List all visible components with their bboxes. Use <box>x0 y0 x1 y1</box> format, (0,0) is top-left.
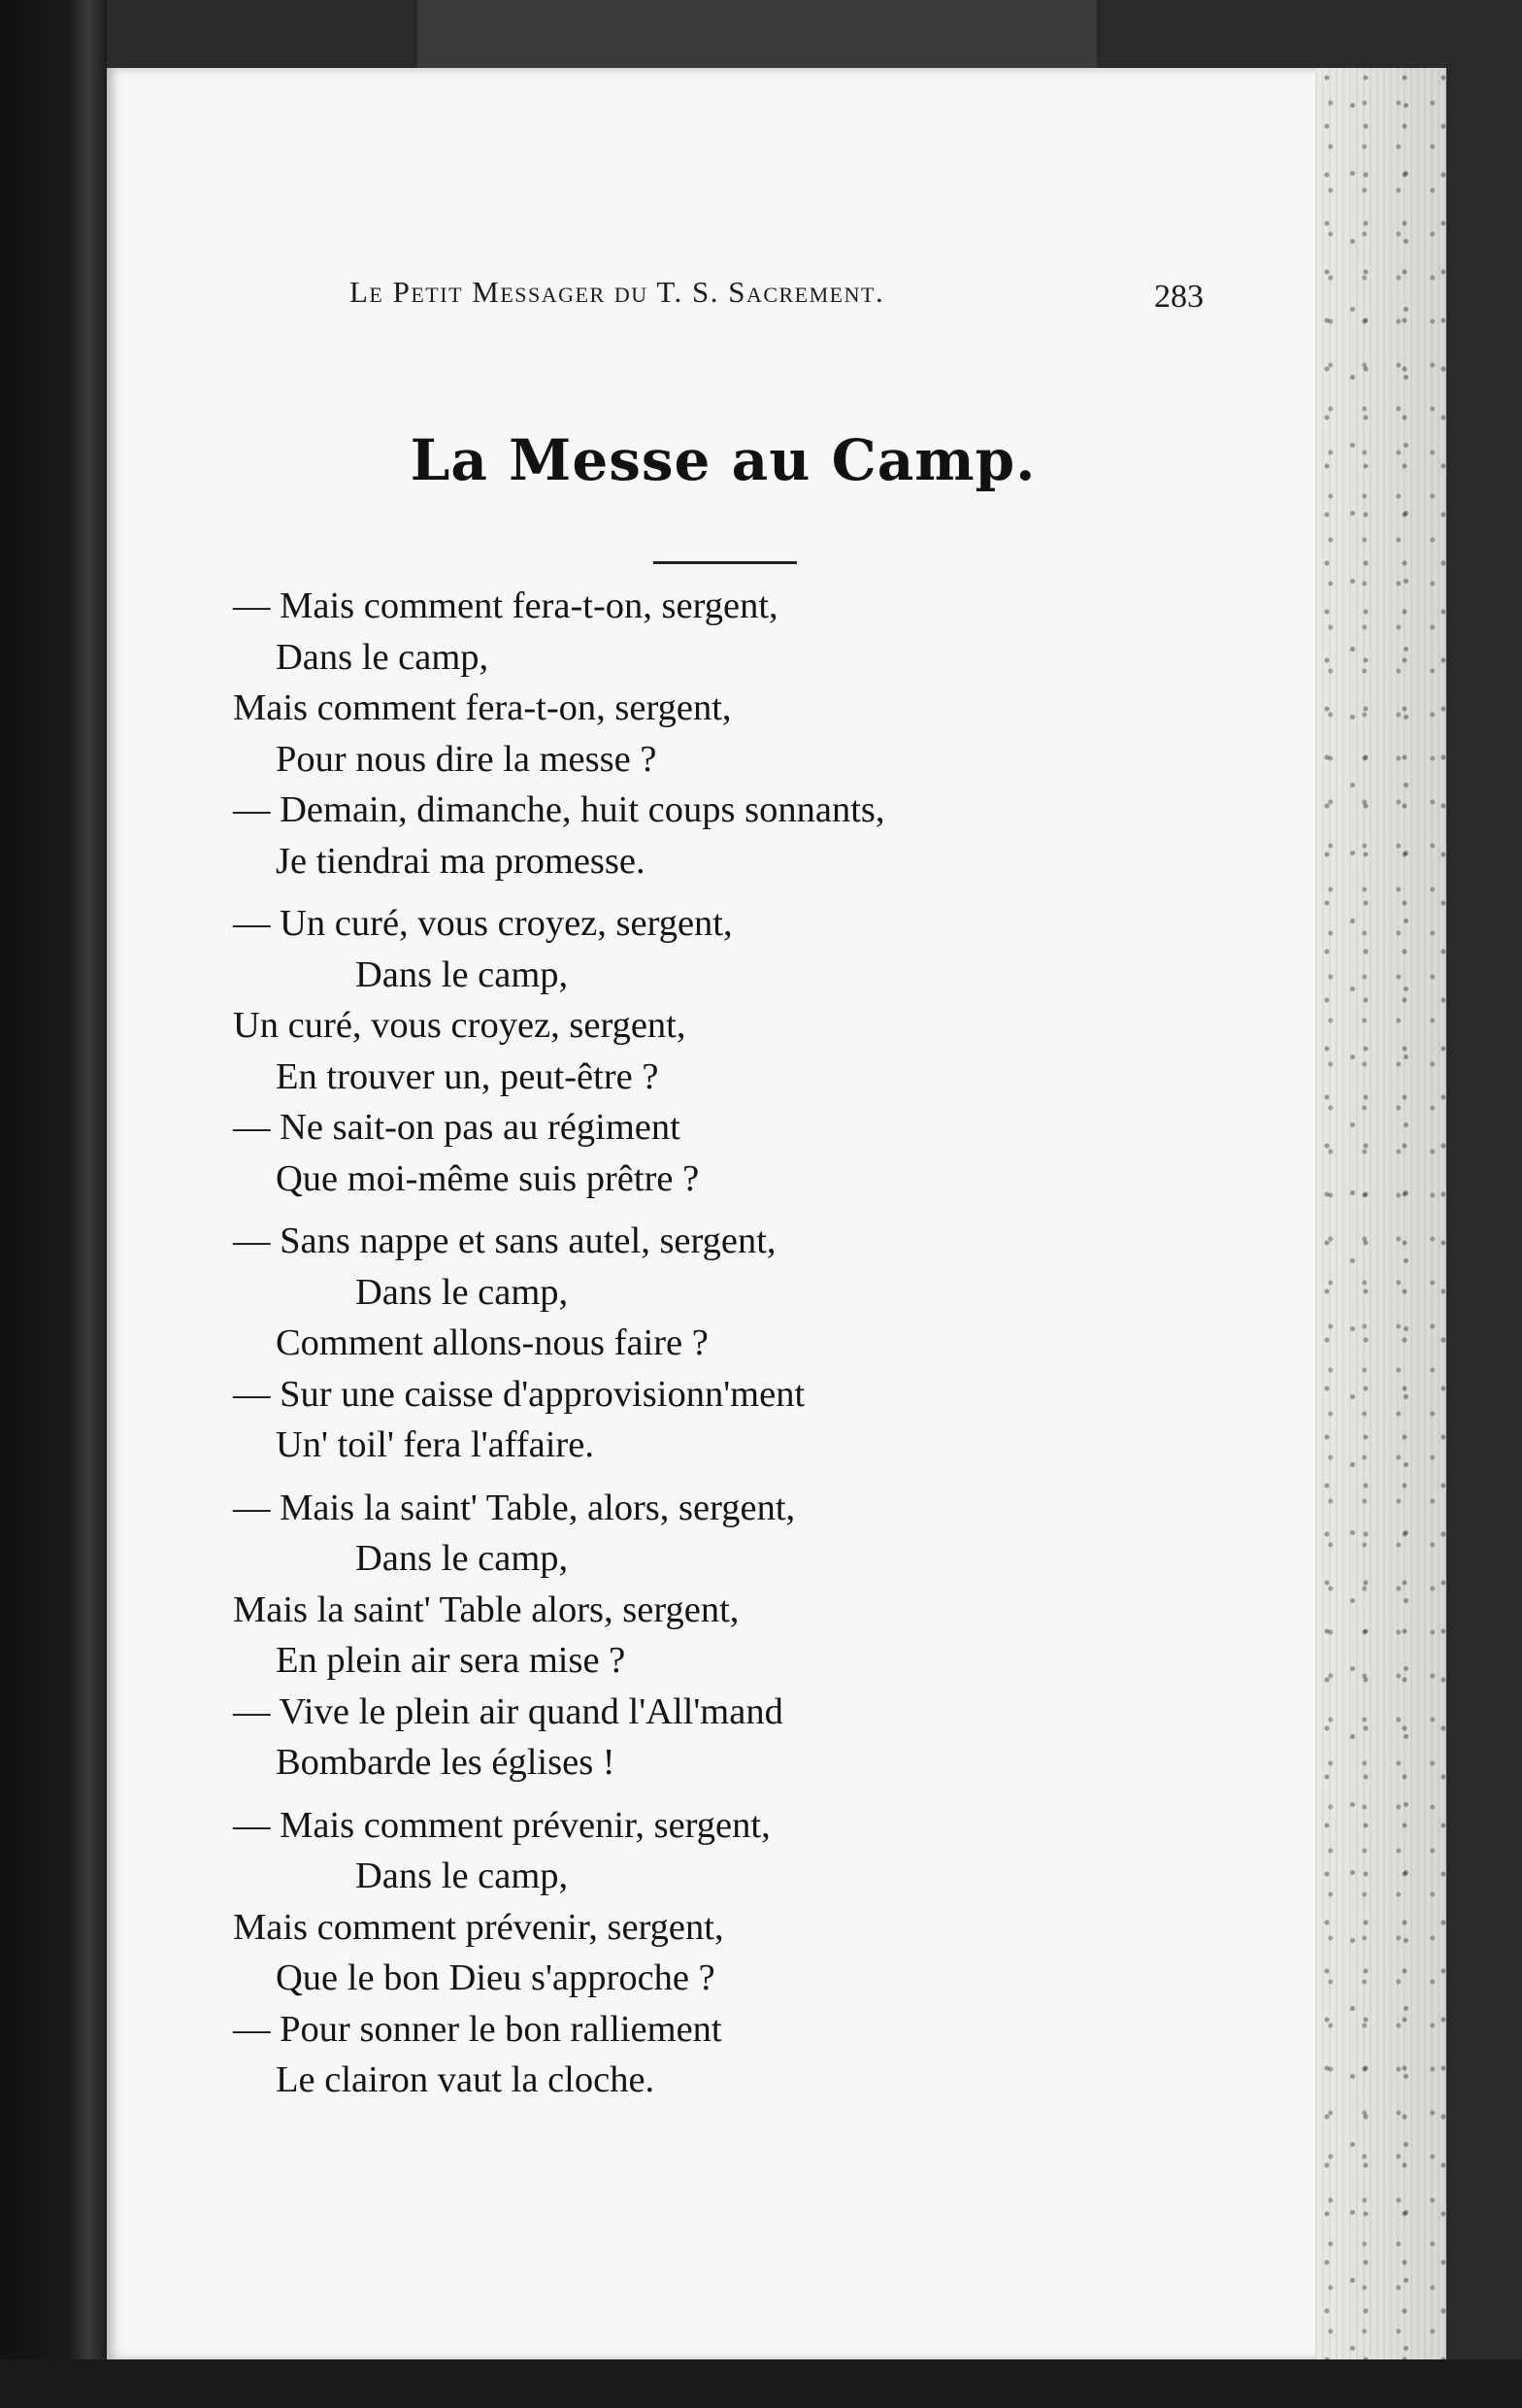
poem-line: Dans le camp, <box>355 1538 569 1579</box>
poem-line: Que moi-même suis prêtre ? <box>276 1157 700 1199</box>
poem-line: — Sans nappe et sans autel, sergent, <box>233 1221 777 1261</box>
poem-line: Pour nous dire la messe ? <box>276 738 657 780</box>
running-head: Le Petit Messager du T. S. Sacrement. <box>349 275 885 309</box>
poem-line: Que le bon Dieu s'approche ? <box>276 1957 715 1998</box>
poem-line: — Pour sonner le bon ralliement <box>233 2008 722 2050</box>
poem-line: Dans le camp, <box>355 953 569 995</box>
poem-line: Mais comment fera-t-on, sergent, <box>233 687 732 728</box>
stanza <box>233 1483 1068 1789</box>
poem-line: — Mais comment prévenir, sergent, <box>233 1804 771 1846</box>
poem-line: Mais comment prévenir, sergent, <box>233 1906 724 1948</box>
scan-background-left <box>0 0 107 2408</box>
poem-line: Comment allons-nous faire ? <box>276 1322 709 1363</box>
poem-line: — Mais la saint' Table, alors, sergent, <box>233 1487 796 1528</box>
poem-line: Je tiendrai ma promesse. <box>276 840 645 882</box>
title-rule <box>653 561 797 564</box>
scan-background-bottom <box>0 2359 1522 2408</box>
stanza <box>233 898 1068 1204</box>
poem-title: La Messe au Camp. <box>410 427 1037 493</box>
poem-line: Dans le camp, <box>276 636 489 678</box>
poem-line: Dans le camp, <box>355 1271 569 1313</box>
poem-line: — Vive le plein air quand l'All'mand <box>233 1690 783 1732</box>
page-edge <box>1315 68 1446 2359</box>
poem-line: Mais la saint' Table alors, sergent, <box>233 1589 740 1630</box>
stanza <box>233 1216 1068 1471</box>
poem-line: Un' toil' fera l'affaire. <box>276 1424 594 1465</box>
poem-line: Dans le camp, <box>355 1856 569 1896</box>
poem-line: Le clairon vaut la cloche. <box>276 2059 655 2100</box>
poem-line: — Un curé, vous croyez, sergent, <box>233 903 733 944</box>
stanza <box>233 581 1068 886</box>
poem-line: Bombarde les églises ! <box>276 1742 615 1783</box>
stanza <box>233 1800 1068 2106</box>
scan-background-top <box>417 0 1097 68</box>
poem-line: — Ne sait-on pas au régiment <box>233 1107 680 1148</box>
poem-line: En plein air sera mise ? <box>276 1640 626 1681</box>
poem-body <box>233 581 1068 2118</box>
page-header <box>243 267 1204 325</box>
page-number: 283 <box>1154 279 1204 315</box>
poem-line: — Sur une caisse d'approvisionn'ment <box>233 1373 806 1415</box>
poem-line: En trouver un, peut-être ? <box>276 1055 659 1097</box>
poem-line: — Mais comment fera-t-on, sergent, <box>233 585 778 626</box>
poem-line: Un curé, vous croyez, sergent, <box>233 1005 686 1046</box>
poem-line: — Demain, dimanche, huit coups sonnants, <box>233 789 885 830</box>
